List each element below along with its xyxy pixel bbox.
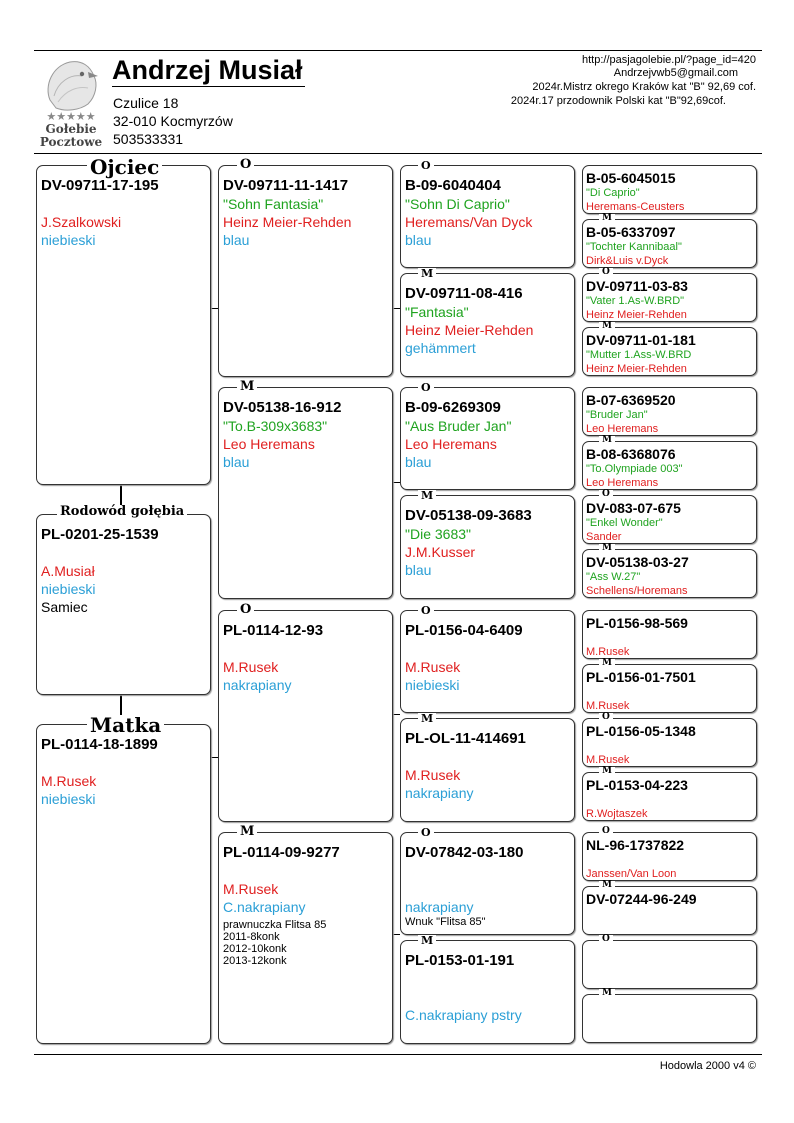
gen2-fm-box[interactable] [218,387,393,599]
gen4-m-label: M [599,989,615,998]
ring-number: PL-0114-09-9277 [223,844,340,861]
gen4-box-5[interactable] [582,387,757,436]
ring-number: PL-0114-18-1899 [41,736,158,753]
gen3-box-6[interactable] [400,718,575,822]
owner: J.Szalkowski [41,214,122,230]
gen4-box-1[interactable] [582,165,757,214]
owner: Leo Heremans [223,436,315,452]
ring-number: PL-0156-01-7501 [586,669,696,685]
gen4-m-label: M [599,214,615,223]
ring-number: B-08-6368076 [586,446,676,462]
color: C.nakrapiany [223,899,306,915]
gen2-mf-box[interactable] [218,610,393,822]
contact-url[interactable]: http://pasjagolebie.pl/?page_id=420 [581,54,756,66]
color: blau [405,232,432,248]
contact-email[interactable]: Andrzejvwb5@gmail.com [613,67,738,79]
pigeon-name: "To.B-309x3683" [223,418,328,434]
owner: Heremans/Van Dyck [405,214,533,230]
gen2-o-label: O [237,603,254,616]
owner: Leo Heremans [586,477,659,489]
color: niebieski [405,677,460,693]
ring-number: B-05-6337097 [586,224,676,240]
ring-number: PL-0114-12-93 [223,622,324,639]
gen4-box-6[interactable] [582,441,757,490]
gen4-m-label: M [599,881,615,890]
gen3-box-8[interactable] [400,940,575,1044]
ring-number: PL-OL-11-414691 [405,730,526,747]
pigeon-name: "Di Caprio" [586,187,640,199]
father-label: Ojciec [87,157,162,177]
owner: Dirk&Luis v.Dyck [586,255,669,267]
top-rule [34,50,762,51]
owner: Sander [586,531,622,543]
note: 2011-8konk [223,931,280,943]
ring-number: PL-0201-25-1539 [41,526,159,543]
gen2-o-label: O [237,158,254,171]
ring-number: DV-09711-03-83 [586,278,688,294]
gen4-box-14[interactable] [582,886,757,935]
note: 2013-12konk [223,955,287,967]
header-rule [34,153,762,154]
pigeon-name: "Tochter Kannibaal" [586,241,682,253]
gen3-o-label: O [418,382,434,393]
note: prawnuczka Flitsa 85 [223,919,327,931]
color: nakrapiany [405,785,474,801]
gen4-box-11[interactable] [582,718,757,767]
ring-number: DV-05138-03-27 [586,554,689,570]
ring-number: DV-05138-09-3683 [405,507,532,524]
gen3-box-2[interactable] [400,273,575,377]
color: nakrapiany [405,899,474,915]
note: Wnuk "Flitsa 85" [405,916,486,928]
ring-number: DV-09711-08-416 [405,285,523,302]
mother-label: Matka [87,715,164,735]
gen3-o-label: O [418,605,434,616]
pigeon-name: "Mutter 1.Ass-W.BRD [586,349,692,361]
color: niebieski [41,232,96,248]
pigeon-name: "Bruder Jan" [586,409,648,421]
gen3-box-3[interactable] [400,387,575,490]
ring-number: DV-09711-01-181 [586,332,696,348]
note: 2012-10konk [223,943,287,955]
footer-rule [34,1054,762,1055]
gen4-m-label: M [599,322,615,331]
color: blau [223,454,250,470]
pigeon-name: "Sohn Fantasia" [223,196,324,212]
connector-h [210,757,218,758]
gen4-o-label: O [599,713,613,722]
ring-number: DV-07842-03-180 [405,844,524,861]
owner: R.Wojtaszek [586,808,648,820]
gen4-o-label: O [599,268,613,277]
gen4-o-label: O [599,935,613,944]
color: blau [223,232,250,248]
owner: M.Rusek [586,754,630,766]
owner: M.Rusek [41,773,97,789]
gen3-m-label: M [418,490,436,501]
gen4-m-label: M [599,544,615,553]
gen3-m-label: M [418,713,436,724]
address-phone: 503533331 [113,131,184,147]
owner: M.Rusek [223,881,279,897]
ring-number: DV-05138-16-912 [223,399,342,416]
owner: Heinz Meier-Rehden [223,214,352,230]
gen3-box-7[interactable] [400,832,575,935]
pigeon-name: "Fantasia" [405,304,469,320]
ring-number: PL-0156-04-6409 [405,622,523,639]
owner: M.Rusek [405,767,461,783]
owner: Leo Heremans [405,436,497,452]
ring-number: NL-96-1737822 [586,837,685,853]
ring-number: B-09-6269309 [405,399,501,416]
gen2-mm-box[interactable] [218,832,393,1044]
owner: Leo Heremans [586,423,659,435]
pigeon-name: "Vater 1.As-W.BRD" [586,295,685,307]
sex: Samiec [41,599,88,615]
father-box[interactable] [36,165,211,485]
contact-achievement-1: 2024r.Mistrz okrego Kraków kat "B" 92,69 cof. [532,81,756,93]
footer-text: Hodowla 2000 v4 © [659,1060,756,1072]
gen3-m-label: M [418,935,436,946]
connector-h [210,308,218,309]
subject-box[interactable] [36,514,211,695]
gen4-box-10[interactable] [582,664,757,713]
color: blau [405,562,432,578]
owner: Heremans-Ceusters [586,201,685,213]
ring-number: PL-0156-98-569 [586,615,688,631]
ring-number: PL-0153-01-191 [405,952,515,969]
gen3-box-1[interactable] [400,165,575,268]
pigeon-name: "Die 3683" [405,526,471,542]
color: nakrapiany [223,677,292,693]
owner: A.Musiał [41,563,95,579]
gen4-box-3[interactable] [582,273,757,322]
gen4-m-label: M [599,436,615,445]
pigeon-logo-icon [36,56,106,148]
owner: Heinz Meier-Rehden [586,363,687,375]
address-city: 32-010 Kocmyrzów [113,113,233,129]
owner: M.Rusek [223,659,279,675]
gen4-box-16[interactable] [582,994,757,1043]
gen4-m-label: M [599,659,615,668]
gen4-o-label: O [599,827,613,836]
logo-text-line1: Gołebie [45,122,97,136]
gen4-box-13[interactable] [582,832,757,881]
ring-number: B-07-6369520 [586,392,676,408]
pigeon-name: "Enkel Wonder" [586,517,663,529]
color: niebieski [41,581,96,597]
gen2-ff-box[interactable] [218,165,393,377]
svg-text:★★★★★: ★★★★★ [46,110,96,123]
gen4-box-7[interactable] [582,495,757,544]
breeder-name: Andrzej Musiał [112,55,303,85]
gen4-box-9[interactable] [582,610,757,659]
ring-number: DV-09711-17-195 [41,177,159,194]
gen4-box-4[interactable] [582,327,757,376]
owner: M.Rusek [405,659,461,675]
owner: Janssen/Van Loon [586,868,677,880]
pigeon-name: "Ass W.27" [586,571,641,583]
color: gehämmert [405,340,476,356]
gen3-o-label: O [418,160,434,171]
gen3-o-label: O [418,827,434,838]
subject-label: Rodowód gołębia [57,505,187,518]
ring-number: B-09-6040404 [405,177,501,194]
ring-number: DV-09711-11-1417 [223,177,349,194]
gen4-box-15[interactable] [582,940,757,989]
owner: M.Rusek [586,700,630,712]
pigeon-name: "To.Olympiade 003" [586,463,683,475]
gen4-m-label: M [599,767,615,776]
gen3-m-label: M [418,268,436,279]
gen4-box-2[interactable] [582,219,757,268]
color: niebieski [41,791,96,807]
ring-number: PL-0153-04-223 [586,777,688,793]
contact-achievement-2: 2024r.17 przodownik Polski kat "B"92,69cof. [510,95,726,107]
color: C.nakrapiany pstry [405,1007,522,1023]
owner: Heinz Meier-Rehden [405,322,534,338]
ring-number: B-05-6045015 [586,170,676,186]
owner: Schellens/Horemans [586,585,688,597]
ring-number: DV-07244-96-249 [586,891,697,907]
owner: Heinz Meier-Rehden [586,309,687,321]
color: blau [405,454,432,470]
mother-box[interactable] [36,724,211,1044]
pigeon-name: "Sohn Di Caprio" [405,196,510,212]
logo-text-line2: Pocztowe [39,135,103,148]
gen2-m-label: M [237,825,257,838]
owner: J.M.Kusser [405,544,476,560]
gen4-o-label: O [599,490,613,499]
address-street: Czulice 18 [113,95,179,111]
owner: M.Rusek [586,646,630,658]
pigeon-name: "Aus Bruder Jan" [405,418,512,434]
ring-number: PL-0156-05-1348 [586,723,696,739]
gen2-m-label: M [237,380,257,393]
gen4-box-8[interactable] [582,549,757,598]
gen3-box-4[interactable] [400,495,575,599]
ring-number: DV-083-07-675 [586,500,681,516]
gen4-box-12[interactable] [582,772,757,821]
gen3-box-5[interactable] [400,610,575,713]
